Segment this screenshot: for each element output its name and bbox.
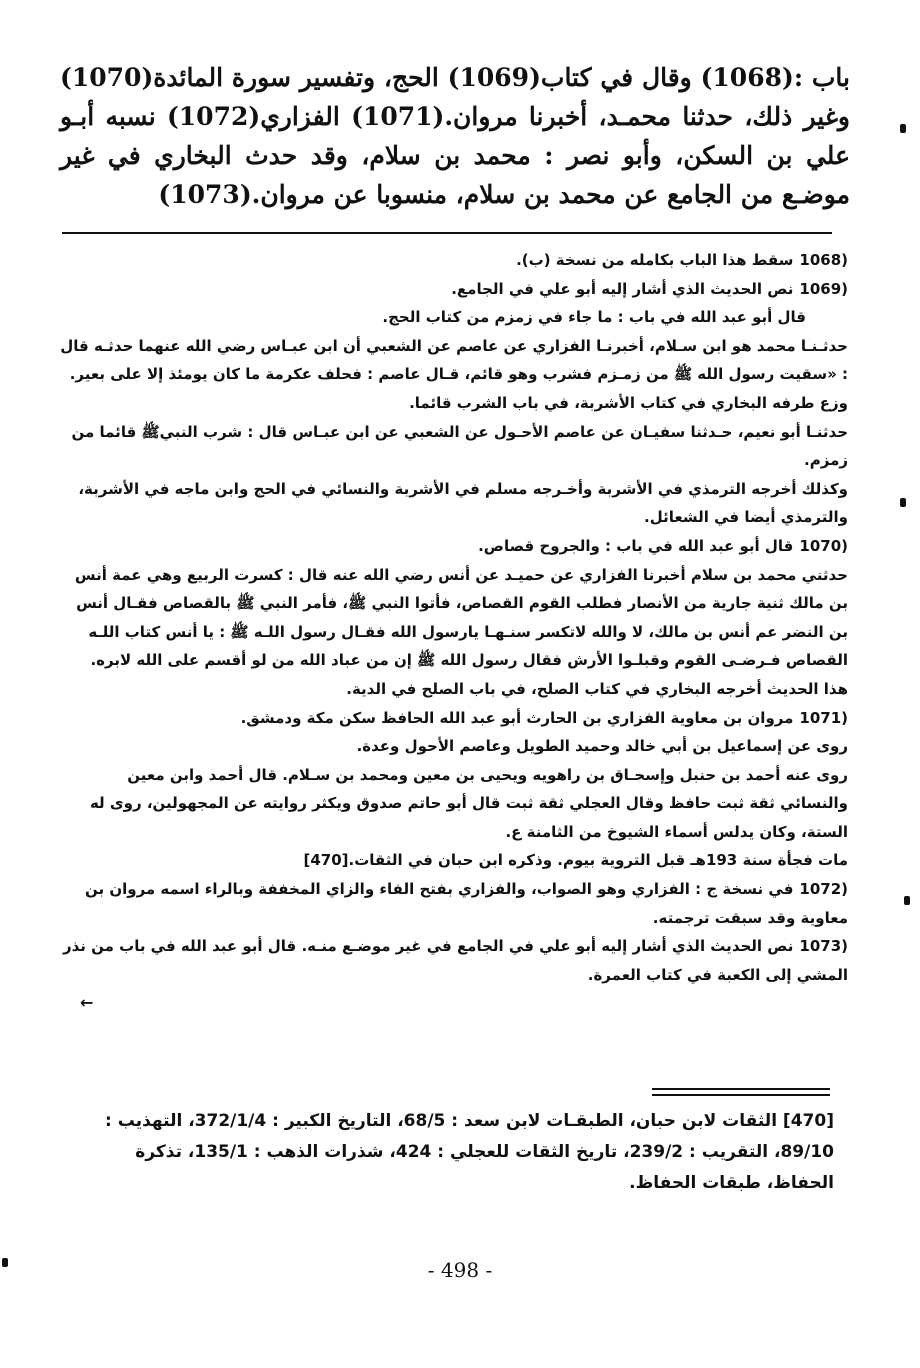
footnote-paragraph: هذا الحديث أخرجه البخاري في كتاب الصلح، في باب الصلح في الدية. <box>346 679 848 698</box>
scan-mark <box>900 498 906 507</box>
footnote-number: (1068 <box>799 251 848 269</box>
footnote-paragraph: حدثني محمد بن سلام أخبرنا الفزاري عن حميـد عن أنس رضي الله عنه قال : كسرت الربيع وهي عمة أنس بن مالك ثنية جارية من الأنصار فطلب القوم القصاص، فأتوا النبي ﷺ، فأمر النبي ﷺ بالقصاص فقـال أنس بن النضر عم أنس بن مالك، لا والله لاتكسر سنـهـا يارسول الله فقـال رسول اللـه ﷺ : يا أنس كتاب اللـه القصاص فـرضـى القوم وقبلـوا الأرش فقال رسول الله ﷺ إن من عباد الله من لو أقسم على الله لابره. <box>74 565 848 670</box>
footnote-paragraph: حدثـنـا محمد هو ابن سـلام، أخبرنـا الفزاري عن عاصم عن الشعبي أن ابن عبـاس رضي الله عنهما حدثـه قال : «سقيت رسول الله ﷺ من زمـزم فشرب وهو قائم، قـال عاصم : فحلف عكرمة ما كان يومئذ إلا على بعير. وزع طرفه البخاري في كتاب الأشربة، في باب الشرب قائما. <box>60 336 848 412</box>
footnote-paragraph: روى عن إسماعيل بن أبي خالد وحميد الطويل وعاصم الأحول وعدة. <box>356 737 848 756</box>
footnotes-section <box>58 246 848 1018</box>
footnote-number: (1070 <box>799 536 848 555</box>
footnote-paragraph: روى عنه أحمد بن حنبل وإسحـاق بن راهويه ويحيى بن معين ومحمد بن سـلام. قال أحمد وابن معين والنسائي ثقة ثبت حافظ وقال العجلي ثقة ثبت قال أبو حاتم صدوق ويكثر روايته عن المجهولين، روى له الستة، وكان يدلس أسماء الشيوخ من الثامنة ع. <box>89 765 848 841</box>
footnote-text: نص الحديث الذي أشار إليه أبو علي في الجامع في غير موضـع منـه. قال أبو عبد الله في باب من نذر المشي إلى الكعبة في كتاب العمرة. <box>62 937 848 984</box>
page-number: - 498 - <box>427 1258 493 1282</box>
scan-mark <box>904 896 910 905</box>
footnote-1072 <box>58 875 848 932</box>
footnote-1069 <box>58 275 848 532</box>
footnote-number: (1072 <box>799 880 848 899</box>
reference-separator-top <box>652 1088 830 1090</box>
footnote-separator <box>62 232 832 234</box>
footnote-paragraph: قال أبو عبد الله في باب : ما جاء في زمزم من كتاب الحج. <box>382 308 806 327</box>
footnote-text: مروان بن معاوية الفزاري بن الحارث أبو عبد الله الحافظ سكن مكة ودمشق. <box>240 708 794 727</box>
footnote-paragraph: مات فجأة سنة 193هـ قبل التروية بيوم. وذكره ابن حبان في الثقات.[470] <box>303 851 848 870</box>
footnote-text: قال أبو عبد الله في باب : والجروح قصاص. <box>478 536 794 555</box>
footnote-1070 <box>58 532 848 704</box>
references-block <box>68 1106 834 1199</box>
footnote-paragraph: حدثنـا أبو نعيم، حـدثنا سفيـان عن عاصم الأحـول عن الشعبي عن ابن عبـاس قال : شرب النبيﷺ قائما من زمزم. <box>71 422 848 470</box>
main-paragraph: باب :(1068) وقال في كتاب(1069) الحج، وتفسير سورة المائدة(1070) وغير ذلك، حدثنا محمـد، أخبرنا مروان.(1071) الفزاري(1072) نسبه أبـو علي بن السكن، وأبو نصر : محمد بن سلام، وقد حدث البخاري في غير موضـع من الجامع عن محمد بن سلام، منسوبا عن مروان.(1073) <box>60 63 850 209</box>
footnote-number: (1071 <box>799 708 848 727</box>
footnote-number: (1069 <box>799 279 848 298</box>
footnote-text: في نسخة ج : الفزاري وهو الصواب، والفزاري بفتح الفاء والزاي المخففة وبالراء اسمه مروان بن معاوية وقد سبقت ترجمته. <box>84 880 848 927</box>
footnote-text: نص الحديث الذي أشار إليه أبو علي في الجامع. <box>451 279 794 298</box>
continuation-arrow-icon: ← <box>80 993 94 1013</box>
scan-mark <box>2 1258 8 1267</box>
footnote-text: سقط هذا الباب بكامله من نسخة (ب). <box>516 251 794 269</box>
scan-mark <box>900 124 906 133</box>
footnote-number: (1073 <box>799 937 848 956</box>
footnote-paragraph: وكذلك أخرجه الترمذي في الأشربة وأخـرجه مسلم في الأشربة والنسائي في الحج وابن ماجه في الأشربة، والترمذي أيضا في الشعائل. <box>78 479 848 527</box>
main-text-block <box>60 58 850 214</box>
footnote-1068 <box>58 246 848 275</box>
reference-separator-bottom <box>652 1094 830 1096</box>
reference-entry-470: [470] الثقات لابن حبان، الطبقـات لابن سعد : 68/5، التاريخ الكبير : 372/1/4، التهذيب : 89/10، التقريب : 239/2، تاريخ الثقات للعجلي : 424، شذرات الذهب : 135/1، تذكرة الحفاظ، طبقات الحفاظ. <box>104 1111 834 1193</box>
footnote-1071 <box>58 704 848 876</box>
footnote-1073 <box>58 932 848 1018</box>
